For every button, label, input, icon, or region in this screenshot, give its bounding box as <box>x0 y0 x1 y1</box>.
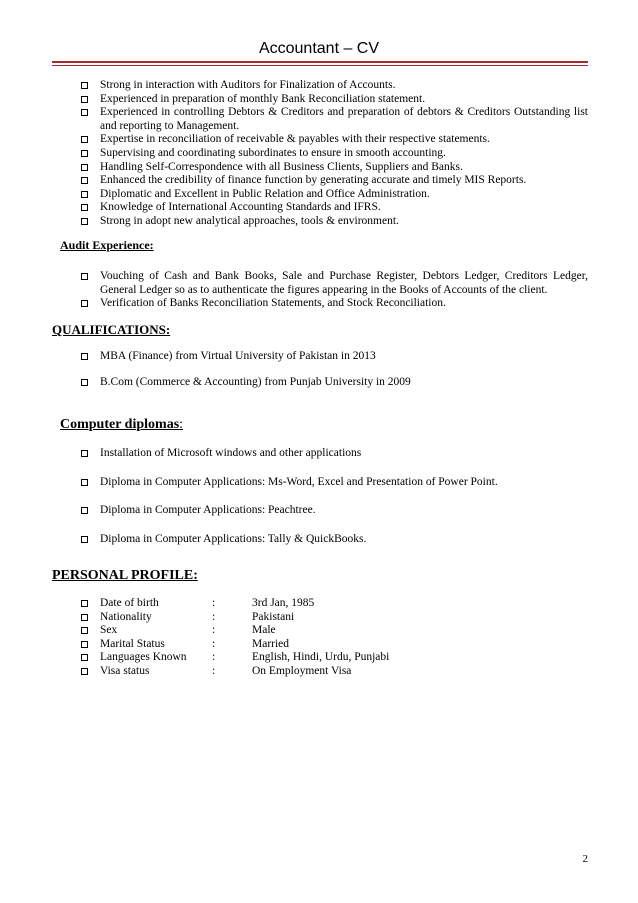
header-rule-thick <box>52 61 588 63</box>
qualifications-heading: QUALIFICATIONS: <box>52 322 171 337</box>
list-item: Strong in interaction with Auditors for Finalization of Accounts. <box>76 79 588 93</box>
list-item: Expertise in reconciliation of receivable & payables with their respective statements. <box>76 133 588 147</box>
skills-list <box>76 79 588 229</box>
qualifications-list <box>76 350 588 389</box>
header-rule-thin <box>52 65 588 66</box>
checkbox-square-icon <box>81 536 88 543</box>
checkbox-square-icon <box>81 177 88 184</box>
checkbox-square-icon <box>81 507 88 514</box>
list-item: Diploma in Computer Applications: Peachtree. <box>76 504 588 518</box>
checkbox-square-icon <box>81 450 88 457</box>
checkbox-square-icon <box>81 218 88 225</box>
list-item: Experienced in preparation of monthly Bank Reconciliation statement. <box>76 93 588 107</box>
checkbox-square-icon <box>81 96 88 103</box>
list-item: Knowledge of International Accounting Standards and IFRS. <box>76 201 588 215</box>
list-item: MBA (Finance) from Virtual University of Pakistan in 2013 <box>76 350 588 364</box>
list-item: Handling Self-Correspondence with all Business Clients, Suppliers and Banks. <box>76 161 588 175</box>
list-item: B.Com (Commerce & Accounting) from Punjab University in 2009 <box>76 376 588 390</box>
list-item: Verification of Banks Reconciliation Statements, and Stock Reconciliation. <box>76 297 588 311</box>
checkbox-square-icon <box>81 136 88 143</box>
checkbox-square-icon <box>81 82 88 89</box>
list-item: Supervising and coordinating subordinates to ensure in smooth accounting. <box>76 147 588 161</box>
computer-heading: Computer diplomas: <box>60 417 184 432</box>
checkbox-square-icon <box>81 654 88 661</box>
checkbox-square-icon <box>81 479 88 486</box>
page-number: 2 <box>582 853 588 865</box>
audit-list <box>76 270 588 311</box>
list-item: Diploma in Computer Applications: Ms-Word, Excel and Presentation of Power Point. <box>76 476 588 490</box>
computer-list <box>76 447 588 546</box>
list-item: Diplomatic and Excellent in Public Relation and Office Administration. <box>76 188 588 202</box>
list-item: Experienced in controlling Debtors & Creditors and preparation of debtors & Creditors Outstanding list and reporting to Management. <box>76 106 588 133</box>
checkbox-square-icon <box>81 614 88 621</box>
checkbox-square-icon <box>81 379 88 386</box>
list-item: Installation of Microsoft windows and other applications <box>76 447 588 461</box>
checkbox-square-icon <box>81 150 88 157</box>
list-item: Vouching of Cash and Bank Books, Sale and Purchase Register, Debtors Ledger, Creditors Ledger, General Ledger so as to authenticate the figures appearing in the Books of Accounts of the client. <box>76 270 588 297</box>
audit-heading: Audit Experience: <box>60 238 154 252</box>
checkbox-square-icon <box>81 627 88 634</box>
checkbox-square-icon <box>81 191 88 198</box>
checkbox-square-icon <box>81 300 88 307</box>
checkbox-square-icon <box>81 600 88 607</box>
list-item: Diploma in Computer Applications: Tally & QuickBooks. <box>76 533 588 547</box>
checkbox-square-icon <box>81 273 88 280</box>
profile-heading: PERSONAL PROFILE: <box>52 568 198 583</box>
checkbox-square-icon <box>81 164 88 171</box>
list-item: Enhanced the credibility of finance function by generating accurate and timely MIS Reports. <box>76 174 588 188</box>
checkbox-square-icon <box>81 641 88 648</box>
checkbox-square-icon <box>81 353 88 360</box>
checkbox-square-icon <box>81 109 88 116</box>
checkbox-square-icon <box>81 204 88 211</box>
checkbox-square-icon <box>81 668 88 675</box>
list-item: Strong in adopt new analytical approaches, tools & environment. <box>76 215 588 229</box>
page-title: Accountant – CV <box>258 40 380 57</box>
